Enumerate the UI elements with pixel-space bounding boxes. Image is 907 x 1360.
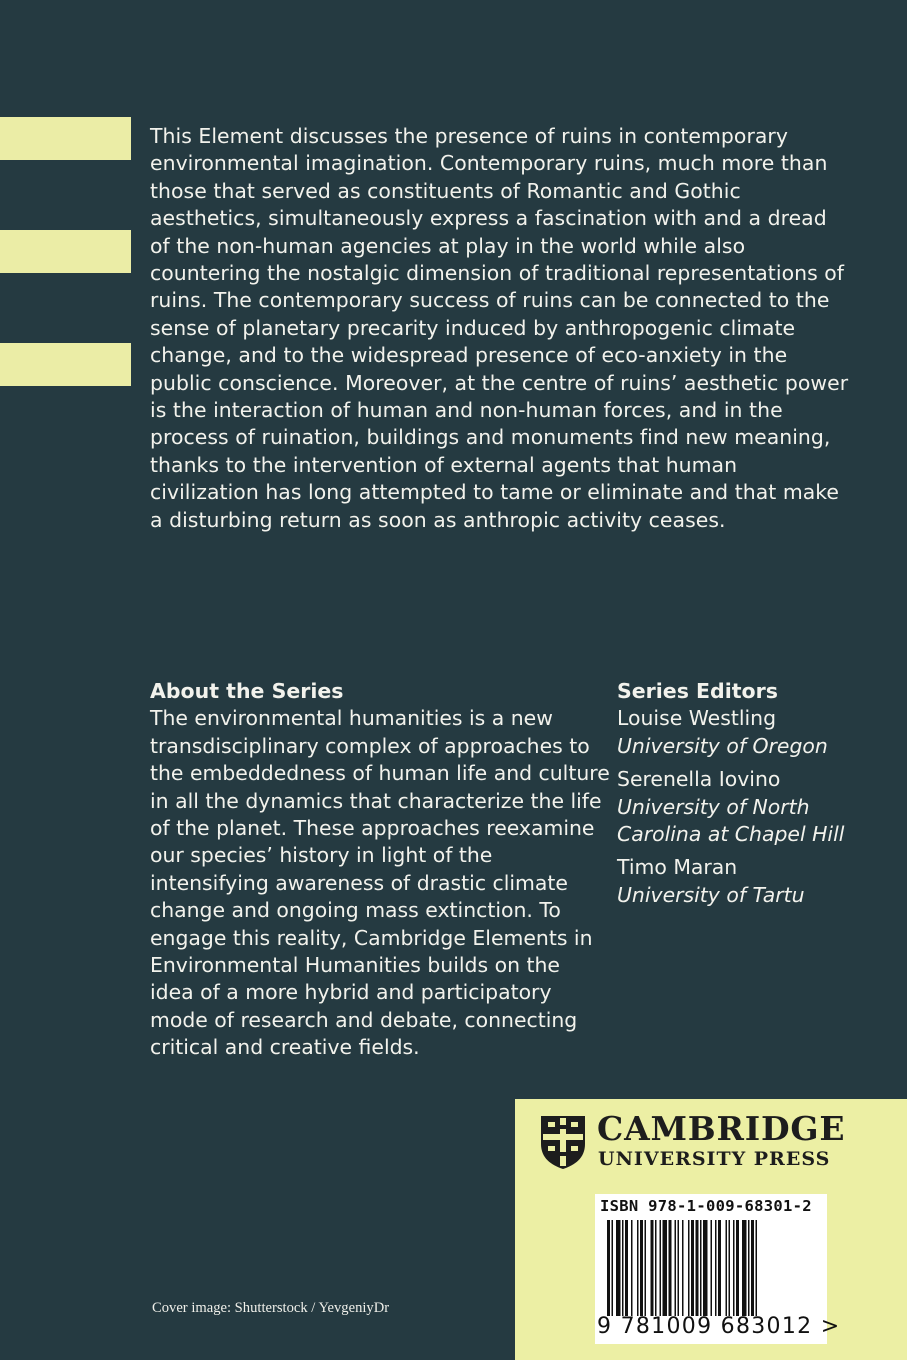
cover-image-credit: Cover image: Shutterstock / YevgeniyDr — [152, 1300, 390, 1316]
about-series-heading: About the Series — [150, 679, 344, 703]
decorative-bar-1 — [0, 117, 131, 160]
editor-affiliation: University of Oregon — [617, 733, 828, 758]
publisher-name-line1: CAMBRIDGE — [597, 1109, 846, 1148]
barcode-digits: 9 781009 683012 > — [597, 1314, 841, 1339]
isbn-barcode — [595, 1194, 841, 1344]
editor-name: Timo Maran — [617, 855, 738, 880]
editor-affiliation: University of North Carolina at Chapel Hill — [617, 794, 845, 847]
about-series-text: The environmental humanities is a new transdisciplinary complex of approaches to the embeddedness of human life and culture in all the dynamics that characterize the life of the planet. These approaches reexamine our species’ history in light of the intensifying awareness of drastic climate change and ongoing mass extinction. To engage this reality, Cambridge Elements in Environmental Humanities builds on the idea of a more hybrid and participatory mode of research and debate, connecting critical and creative fields. — [150, 706, 610, 1060]
editor-entry — [617, 705, 887, 760]
series-editors-heading: Series Editors — [617, 679, 778, 703]
editor-name: Serenella Iovino — [617, 767, 781, 792]
editor-entry — [617, 766, 887, 848]
book-blurb: This Element discusses the presence of ruins in contemporary environmental imagination. Contemporary ruins, much more than those that served as constituents of Romantic and Gothic aesthetics, simultaneously express a fascination with and a dread of the non-human agencies at play in the world while also countering the nostalgic dimension of traditional representations of ruins. The contemporary success of ruins can be connected to the sense of planetary precarity induced by anthropogenic climate change, and to the widespread presence of eco-anxiety in the public conscience. Moreover, at the centre of ruins’ aesthetic power is the interaction of human and non-human forces, and in the process of ruination, buildings and monuments find new meaning, thanks to the intervention of external agents that human civilization has long attempted to tame or eliminate and that make a disturbing return as soon as anthropic activity ceases. — [150, 124, 849, 532]
publisher-name-line2: UNIVERSITY PRESS — [598, 1148, 831, 1170]
editor-entry — [617, 854, 887, 909]
editor-name: Louise Westling — [617, 706, 777, 731]
series-editors-section — [617, 678, 887, 915]
about-series-section — [150, 678, 610, 1062]
cambridge-crest-icon — [539, 1114, 587, 1170]
publisher-panel — [515, 1099, 907, 1360]
isbn-label: ISBN 978-1-009-68301-2 — [600, 1197, 812, 1215]
decorative-bar-2 — [0, 230, 131, 273]
editor-affiliation: University of Tartu — [617, 882, 805, 907]
decorative-bar-3 — [0, 343, 131, 386]
